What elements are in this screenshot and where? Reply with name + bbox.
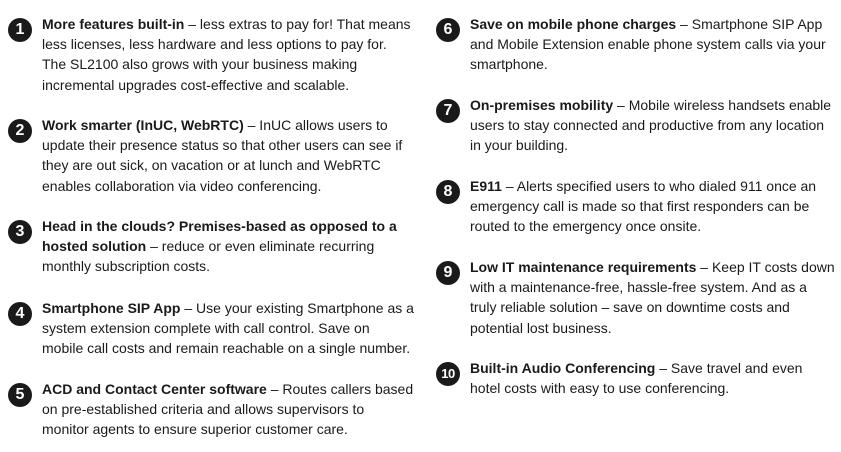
feature-body-10: – Save travel and even hotel costs with easy to use conferencing.	[470, 360, 803, 397]
feature-item-7	[436, 95, 836, 156]
feature-text-9	[470, 257, 836, 338]
feature-item-5	[8, 379, 414, 440]
feature-title-3: Head in the clouds? Premises-based as opposed to a hosted solution	[42, 218, 397, 255]
number-badge-6: 6	[436, 18, 460, 42]
number-badge-4: 4	[8, 302, 32, 326]
feature-title-4: Smartphone SIP App	[42, 300, 181, 316]
feature-text-10	[470, 358, 836, 398]
feature-title-8: E911	[470, 178, 502, 194]
feature-title-2: Work smarter (InUC, WebRTC)	[42, 117, 244, 133]
feature-title-10: Built-in Audio Conferencing	[470, 360, 656, 376]
feature-text-6	[470, 14, 836, 75]
feature-item-6	[436, 14, 836, 75]
feature-text-4	[42, 298, 414, 359]
feature-title-7: On-premises mobility	[470, 97, 614, 113]
feature-text-7	[470, 95, 836, 156]
feature-text-8	[470, 176, 836, 237]
feature-title-6: Save on mobile phone charges	[470, 16, 677, 32]
feature-text-1	[42, 14, 414, 95]
feature-item-10	[436, 358, 836, 398]
number-badge-1: 1	[8, 18, 32, 42]
feature-item-9	[436, 257, 836, 338]
number-badge-7: 7	[436, 99, 460, 123]
number-badge-8: 8	[436, 180, 460, 204]
feature-item-1	[8, 14, 414, 95]
feature-text-5	[42, 379, 414, 440]
feature-item-3	[8, 216, 414, 277]
feature-item-8	[436, 176, 836, 237]
feature-title-5: ACD and Contact Center software	[42, 381, 267, 397]
feature-body-6: – Smartphone SIP App and Mobile Extension enable phone system calls via your smartphone.	[470, 16, 826, 73]
feature-title-9: Low IT maintenance requirements	[470, 259, 697, 275]
feature-body-2: – InUC allows users to update their presence status so that other users can see if they are out sick, on vacation or at lunch and WebRTC enables collaboration via video conferencing.	[42, 117, 403, 194]
feature-item-4	[8, 298, 414, 359]
feature-body-9: – Keep IT costs down with a maintenance-free, hassle-free system. And as a truly reliable solution – save on downtime costs and potential lost business.	[470, 259, 835, 336]
number-badge-10: 10	[436, 362, 460, 386]
feature-item-2	[8, 115, 414, 196]
feature-body-7: – Mobile wireless handsets enable users to stay connected and productive from any location in your building.	[470, 97, 832, 154]
number-badge-5: 5	[8, 383, 32, 407]
feature-body-4: – Use your existing Smartphone as a system extension complete with call control. Save on mobile call costs and remain reachable on a single number.	[42, 300, 414, 357]
number-badge-2: 2	[8, 119, 32, 143]
feature-text-3	[42, 216, 414, 277]
number-badge-9: 9	[436, 261, 460, 285]
number-badge-3: 3	[8, 220, 32, 244]
feature-body-1: – less extras to pay for! That means less licenses, less hardware and less options to pay for. The SL2100 also grows with your business making incremental upgrades cost-effective and scalable.	[42, 16, 411, 93]
feature-body-5: – Routes callers based on pre-established criteria and allows supervisors to monitor agents to ensure superior customer care.	[42, 381, 414, 438]
feature-title-1: More features built-in	[42, 16, 185, 32]
feature-text-2	[42, 115, 414, 196]
feature-body-3: – reduce or even eliminate recurring monthly subscription costs.	[42, 238, 375, 275]
feature-body-8: – Alerts specified users to who dialed 911 once an emergency call is made so that first responders can be routed to the emergency once onsite.	[470, 178, 817, 235]
